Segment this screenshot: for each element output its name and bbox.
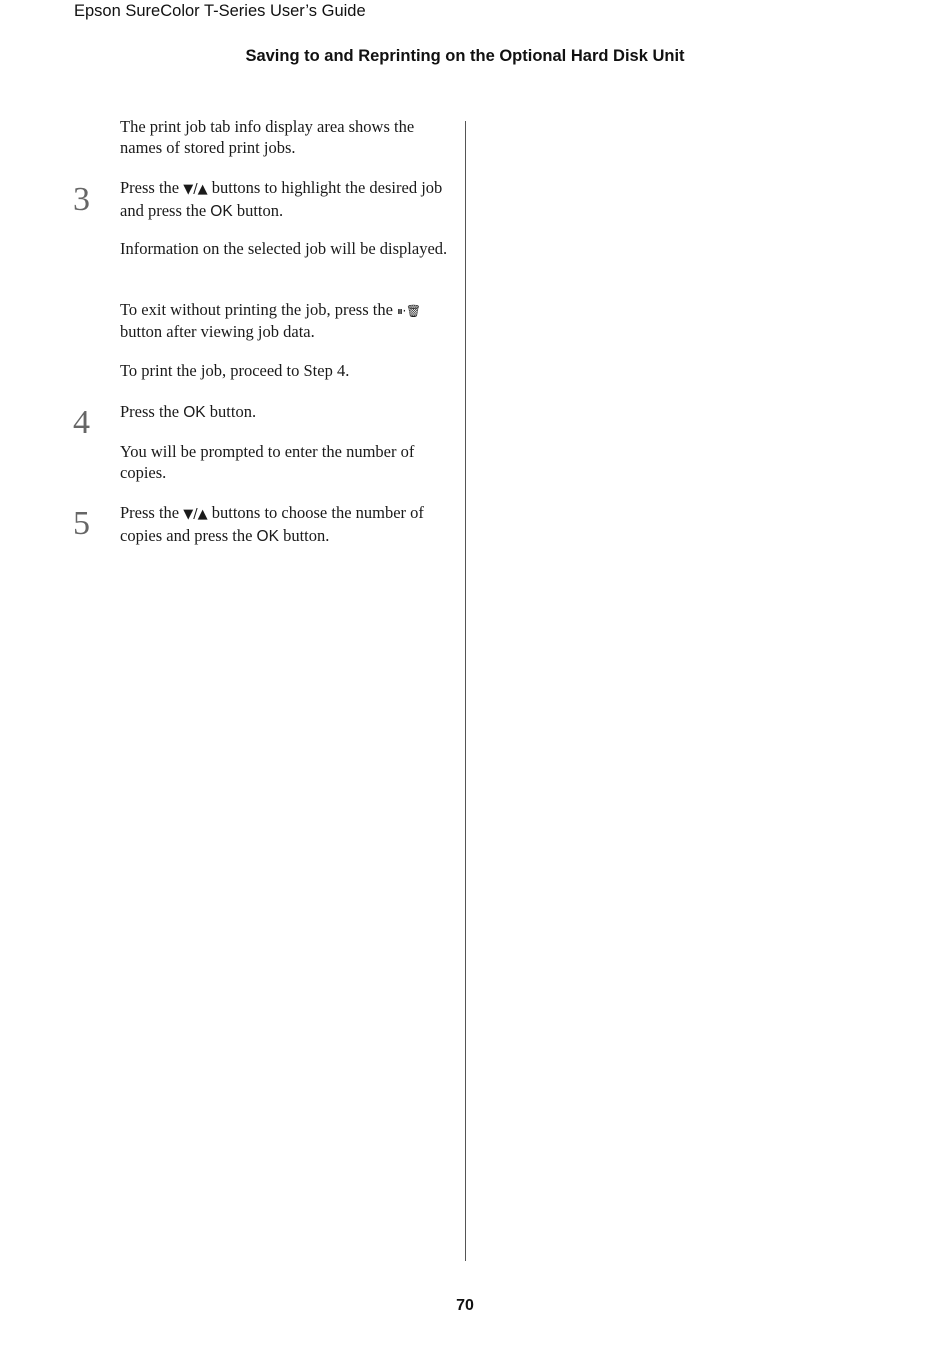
ok-button-label: OK: [183, 404, 206, 421]
down-up-arrows-icon: ▼/▲: [183, 507, 208, 522]
page-number: 70: [456, 1297, 474, 1314]
ok-button-label: OK: [256, 527, 279, 545]
step-3-note-info: Information on the selected job will be displayed.: [120, 239, 448, 258]
pause-cancel-icon: ⏸·🗑: [397, 304, 421, 318]
step-3-text-a: Press the: [120, 178, 184, 197]
running-header-guide-title: Epson SureColor T-Series User’s Guide: [74, 2, 366, 20]
step-5-text-a: Press the: [120, 503, 184, 522]
step-3-instruction: [120, 178, 456, 222]
step-3-text-b: buttons to highlight the desired job and press the: [120, 178, 443, 220]
step-number-3: 3: [73, 181, 90, 218]
step-4-text-a: Press the: [120, 402, 184, 421]
step-5-text-c: button.: [278, 525, 330, 545]
step-3-text-c: button.: [232, 200, 284, 220]
intro-paragraph: The print job tab info display area shows the names of stored print jobs.: [120, 117, 415, 157]
ok-button-label: OK: [210, 202, 233, 220]
step-3-exit-text-a: To exit without printing the job, press the: [120, 300, 398, 319]
running-header-section-title: Saving to and Reprinting on the Optional Hard Disk Unit: [245, 47, 685, 65]
step-3-exit-text-b: button after viewing job data.: [120, 321, 315, 341]
column-divider: [465, 121, 466, 1261]
step-4-note-copies: You will be prompted to enter the number of copies.: [120, 442, 415, 482]
step-4-text-b: button.: [205, 402, 257, 421]
down-up-arrows-icon: ▼/▲: [183, 182, 208, 197]
step-number-4: 4: [73, 404, 90, 441]
step-3-note-proceed: To print the job, proceed to Step 4.: [120, 361, 350, 380]
step-4-instruction: [120, 402, 456, 424]
step-number-5: 5: [73, 505, 90, 542]
step-5-instruction: [120, 503, 456, 547]
step-3-note-exit: [120, 300, 456, 342]
step-5-text-b: buttons to choose the number of copies and press the: [120, 503, 424, 545]
